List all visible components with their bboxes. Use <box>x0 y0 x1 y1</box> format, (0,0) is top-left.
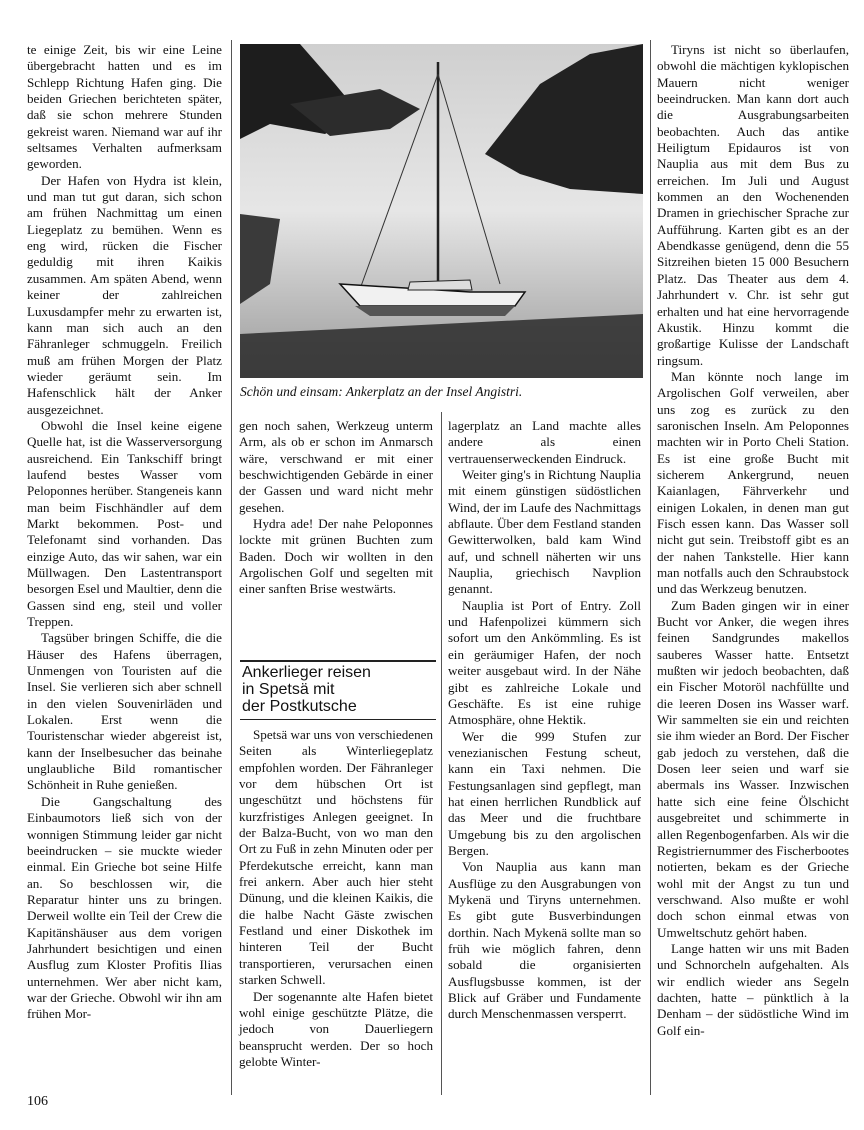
paragraph: te einige Zeit, bis wir eine Leine übergebracht hatten und es im Schlepp Richtung Hafen ging. Die beiden Griechen berichteten später, daß sie schon mehrere Stunden gekreist waren. Niemand war auf ihr seltsames Verhalten aufmerksam geworden. <box>27 42 222 172</box>
paragraph: Wer die 999 Stufen zur venezianischen Festung scheut, kann ein Taxi nehmen. Die Festungsanlagen sind gepflegt, man hat einen herrlichen Rundblick auf das Meer und die fruchtbare Umgebung bis zu den argolischen Bergen. <box>448 728 641 858</box>
heading-line: der Postkutsche <box>242 698 357 715</box>
text-column-4 <box>657 42 849 1039</box>
page-number: 106 <box>27 1094 48 1109</box>
heading-line: Ankerlieger reisen <box>242 664 371 681</box>
paragraph: lagerplatz an Land machte alles andere als einen vertrauenserweckenden Eindruck. <box>448 418 641 466</box>
paragraph: Hydra ade! Der nahe Peloponnes lockte mit grünen Buchten zum Baden. Doch wir wollten in den Argolischen Golf und segelten mit einer sanften Brise westwärts. <box>239 516 433 597</box>
paragraph: Weiter ging's in Richtung Nauplia mit einem günstigen südöstlichen Wind, der im Laufe des Nachmittags abflaute. Über dem Festland standen Gewitterwolken, bald kam Wind auf, und schnell näherten wir uns Nauplia, griechisch Navplion genannt. <box>448 467 641 597</box>
heading-line: in Spetsä mit <box>242 681 335 698</box>
paragraph: Nauplia ist Port of Entry. Zoll und Hafenpolizei kümmern sich sofort um den Ankömmling. Es ist ein geräumiger Hafen, der noch weiter ausgebaut wird. In der Nähe gibt es zahlreiche Lokale und Geschäfte. Es ist eine ruhige Atmosphäre, ohne Hektik. <box>448 597 641 728</box>
photo-caption: Schön und einsam: Ankerplatz an der Insel Angistri. <box>240 384 523 399</box>
text-column-3 <box>448 418 641 1023</box>
section-heading <box>240 660 436 720</box>
paragraph: Der Hafen von Hydra ist klein, und man tut gut daran, sich schon am frühen Nachmittag um einen Liegeplatz zu bemühen. Wenn es eng wird, rücken die Fischer geduldig mit ihren Kaikis zusammen. Am späten Abend, wenn keiner der zahlreichen Luxusdampfer mehr zu erwarten ist, kann man sich auch an den Fähranleger schmuggeln. Freilich muß am frühen Morgen der Platz wieder geräumt sein. Im Hafenschlick hält der Anker ausgezeichnet. <box>27 172 222 417</box>
paragraph: Tagsüber bringen Schiffe, die die Häuser des Hafens überragen, Unmengen von Touristen auf die Insel. Sie verlieren sich aber schnell in den vielen Souvenirläden und Lokalen. Erst wenn die Touristenschar wieder abgereist ist, kann der Inselbesucher das beinahe unglaubliche Bild romantischer Schönheit in Ruhe genießen. <box>27 630 222 793</box>
paragraph: Man könnte noch lange im Argolischen Golf verweilen, aber uns zog es zurück zu den saronischen Inseln. Am Peloponnes machten wir in Porto Cheli Station. Es ist eine große Bucht mit sicherem Ankergrund, neuen Kaianlagen, Fährverkehr und einigen Lokalen, in denen man gut Fisch essen kann. Das Wasser soll nicht gut sein. Treibstoff gibt es an der nahen Tankstelle. Hier kann man notfalls auch den Schraubstock und das Werkzeug benutzen. <box>657 368 849 597</box>
paragraph: Die Gangschaltung des Einbaumotors ließ sich von der wonnigen Stimmung leider gar nicht beeindrucken – sie muckte wieder einmal. Ein Grieche bot seine Hilfe an. So beschlossen wir, die Reparatur hinter uns zu bringen. Derweil wollte ein Teil der Crew die Kapitänshäuser aus dem vorigen Jahrhundert besichtigen und einen Ausflug zum Kloster Profitis Ilias unternehmen. Wer aber nicht kam, war der Grieche. Obwohl wir ihn am frühen Mor- <box>27 793 222 1022</box>
paragraph: Spetsä war uns von verschiedenen Seiten als Winterliegeplatz empfohlen worden. Der Fähranleger vor dem hübschen Ort ist ungeschützt und höchstens für kurzfristiges Anlegen geeignet. In der Balza-Bucht, von wo man den Ort zu Fuß in zehn Minuten oder per Pferdekutsche erreicht, kann man frei ankern. Aber auch hier steht Dünung, und die kleinen Kaikis, die die halbe Nacht Gäste zwischen Festland und einer Diskothek im hinteren Teil der Bucht transportieren, verursachen einen starken Schwell. <box>239 727 433 988</box>
text-column-2 <box>239 418 433 598</box>
text-column-2-section <box>239 727 433 1070</box>
text-column-1 <box>27 42 222 1023</box>
anchorage-photo <box>240 44 643 378</box>
paragraph: Lange hatten wir uns mit Baden und Schnorcheln aufgehalten. Als wir endlich wieder ans Segeln dachten, hatte – pünktlich à la Denham – der südöstliche Wind im Golf ein- <box>657 940 849 1038</box>
paragraph: Tiryns ist nicht so überlaufen, obwohl die mächtigen kyklopischen Mauern nicht weniger beeindrucken. Man kann dort auch die Ausgrabungsarbeiten beobachten. Auch das antike Heiligtum Epidauros ist von Nauplia aus mit dem Bus zu erreichen. Im Juli und August kommen an den Wochenenden Dramen in griechischer Sprache zur Aufführung. Karten gibt es an der Abendkasse genügend, denn die 55 Sitzreihen bieten 15 000 Besuchern Platz. Das Theater aus dem 4. Jahrhundert v. Chr. ist sehr gut erhalten und hat eine hervorragende Akustik. Hinzu kommt die großartige Kulisse der Landschaft ringsum. <box>657 42 849 368</box>
paragraph: Obwohl die Insel keine eigene Quelle hat, ist die Wasserversorgung ausreichend. Ein Tankschiff bringt laufend bestes Wasser vom Peloponnes herüber. Stangeneis kann man beim Fischhändler auf dem Markt bekommen. Post- und Telefonamt sind vorhanden. Das einzige Auto, das wir sahen, war ein Müllwagen. Den Lastentransport besorgen Esel und Maultier, denn die Gassen sind eng, steil und voller Treppen. <box>27 417 222 630</box>
paragraph: Von Nauplia aus kann man Ausflüge zu den Ausgrabungen von Mykenä und Tiryns unternehmen. Es gibt gute Busverbindungen dorthin. Nach Mykenä sollte man so früh wie möglich fahren, denn sobald die organisierten Ausflugsbusse kommen, ist der Blick auf Gräber und Fundamente durch Menschenmassen versperrt. <box>448 859 641 1022</box>
paragraph: Zum Baden gingen wir in einer Bucht vor Anker, die wegen ihres feinen Sandgrundes makellos sauberes Wasser hatte. Entsetzt mußten wir jedoch beobachten, daß ein Fischer Motoröl nachfüllte und die leeren Dosen ins Wasser warf. Wir sammelten sie ein und reichten sie ihm wieder an Bord. Der Fischer gab jedoch zu verstehen, daß die Dosen leer seien und warf sie abermals ins Wasser. Inzwischen hatte sich eine feine Ölschicht ausgebreitet und schimmerte in allen Regenbogenfarben. Als wir die Registriernummer des Fischerbootes notierten, bekam es der Grieche wohl mit der Angst zu tun und verschwand. Also mußte er wohl doch schon einmal etwas von Umweltschutz gehört haben. <box>657 597 850 940</box>
paragraph: Der sogenannte alte Hafen bietet wohl einige geschützte Plätze, die jedoch von Dauerliegern beansprucht werden. Der so hoch gelobte Winter- <box>239 988 433 1069</box>
paragraph: gen noch sahen, Werkzeug unterm Arm, als ob er schon im Anmarsch wäre, verschwand er mit einer beschwichtigenden Gebärde in einer der Gassen und ward nicht mehr gesehen. <box>239 418 433 515</box>
